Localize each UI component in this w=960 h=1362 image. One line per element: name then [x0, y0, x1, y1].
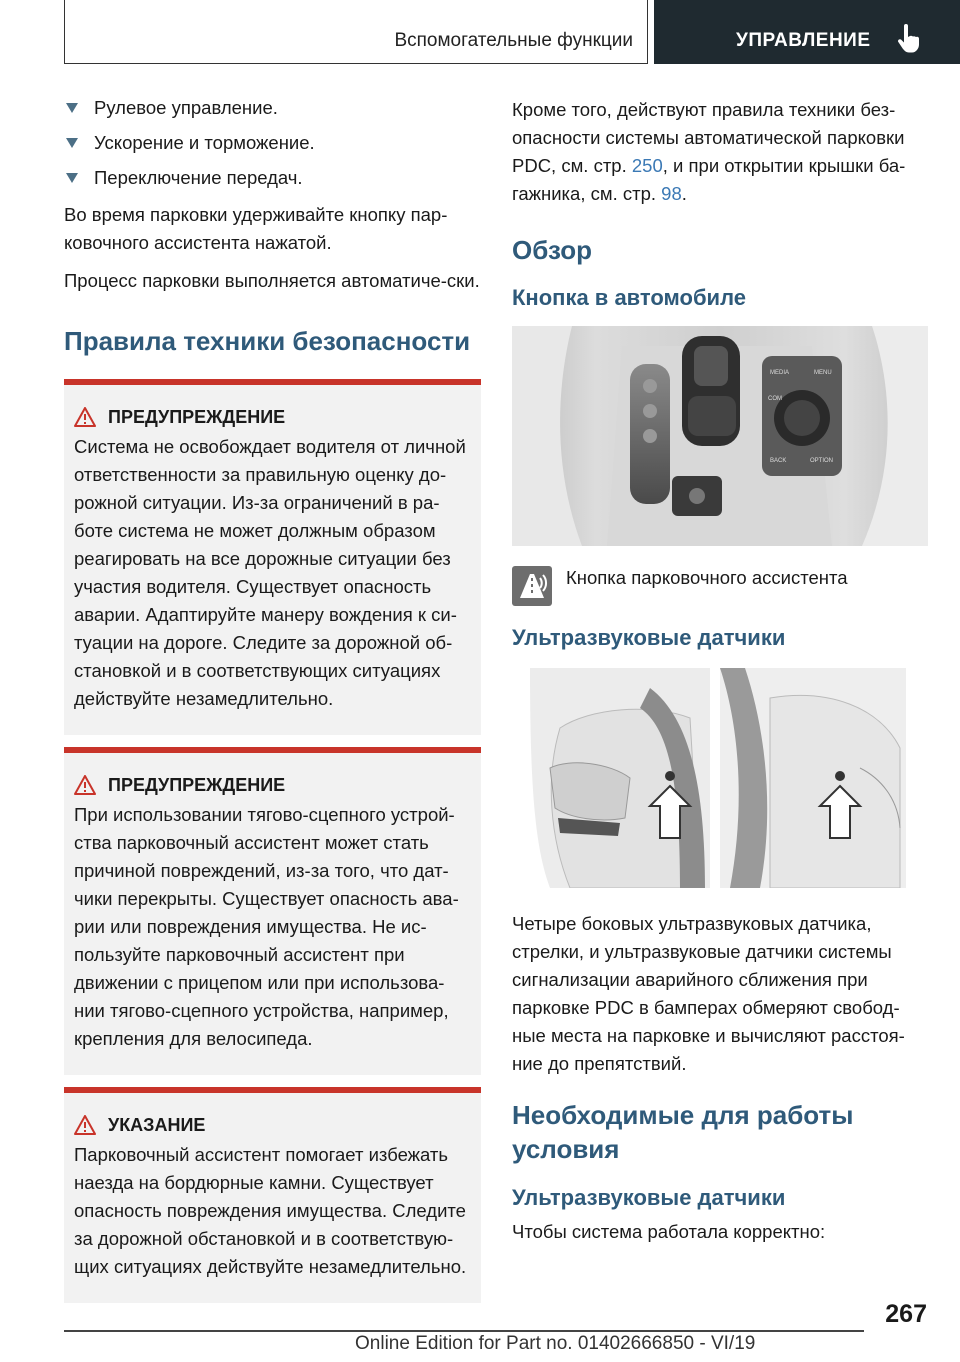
parking-assistant-button-icon: [512, 566, 552, 606]
header-section-box: [64, 0, 648, 64]
paragraph-auto-parking: Процесс парковки выполняется автоматиче-ски.: [64, 270, 480, 291]
paragraph-safety-reference: Кроме того, действуют правила техники без-опасности системы автоматической парковки PDC, см. стр. 250, и при открытии крышки ба-гажника, см. стр. 98.: [512, 99, 906, 204]
warning-title: ПРЕДУПРЕЖДЕНИЕ: [108, 407, 286, 427]
console-label-option: OPTION: [810, 458, 834, 464]
warning-title: ПРЕДУПРЕЖДЕНИЕ: [108, 775, 286, 795]
heading-overview: Обзор: [512, 235, 592, 265]
triangle-bullet-icon: [66, 173, 78, 183]
warning-triangle-icon: [74, 775, 96, 795]
pointing-hand-icon: [897, 24, 923, 54]
heading-button-in-car: Кнопка в автомобиле: [512, 285, 746, 310]
button-caption-text: Кнопка парковочного ассистента: [566, 567, 848, 588]
center-console-illustration: [512, 326, 928, 546]
button-caption-row: [512, 564, 928, 624]
list-item: Ускорение и торможение.: [64, 131, 481, 154]
footer-edition: Online Edition for Part no. 01402666850 - VI/19: [355, 1333, 756, 1354]
list-item: Рулевое управление.: [64, 96, 481, 119]
warning-triangle-icon: [74, 407, 96, 427]
console-label-com: COM: [768, 396, 782, 402]
page-link-98[interactable]: 98: [661, 183, 682, 204]
header-chapter-box: [654, 0, 960, 64]
warning-text: Система не освобождает водителя от личной ответственности за правильную оценку до-рожной ситуации. Из-за ограничений в ра-боте система не может должным образом реагировать на все дорожные ситуации без участия водителя. Существует опасность аварии. Адаптируйте манеру вождения к си-туации на дороге. Следите за дорожной об-становкой и в соответствующих ситуациях действуйте незамедлительно.: [74, 436, 466, 709]
heading-ultrasonic-sensors: Ультразвуковые датчики: [512, 625, 786, 650]
footer-divider: [64, 1330, 864, 1332]
right-column: [512, 96, 928, 1256]
sensors-photo: [530, 668, 906, 888]
page-number: 267: [885, 1300, 927, 1328]
console-label-menu: MENU: [814, 370, 832, 376]
paragraph-conditions: Чтобы система работала корректно:: [512, 1221, 826, 1242]
notice-title: УКАЗАНИЕ: [108, 1115, 206, 1135]
left-column: [64, 96, 481, 1303]
warning-box-1: [64, 379, 481, 735]
heading-conditions: Необходимые для работы условия: [512, 1100, 854, 1164]
bumper-sensors-illustration: [530, 668, 906, 888]
list-item: Переключение передач.: [64, 166, 481, 189]
page-link-250[interactable]: 250: [631, 155, 663, 176]
console-label-media: MEDIA: [770, 370, 790, 376]
paragraph-sensors: Четыре боковых ультразвуковых датчика, стрелки, и ультразвуковые датчики системы сигнализации аварийного сближения при парковке PDC в бамперах обмеряют свобод-ные места на парковке и вычисляют расстоя-ние до препятствий.: [512, 913, 905, 1074]
console-photo: [512, 326, 928, 546]
warning-box-2: [64, 747, 481, 1075]
triangle-bullet-icon: [66, 103, 78, 113]
warning-triangle-icon: [74, 1115, 96, 1135]
header-chapter-label: УПРАВЛЕНИЕ: [736, 30, 871, 51]
warning-text: При использовании тягово-сцепного устрой-ства парковочный ассистент может стать причиной повреждений, из-за того, что дат-чики перекрыты. Существует опасность ава-рии или повреждения имущества. Не ис-пользуйте парковочный ассистент при движении с прицепом или при использова-нии тягово-сцепного устройства, например, крепления для велосипеда.: [74, 804, 459, 1049]
triangle-bullet-icon: [66, 138, 78, 148]
notice-text: Парковочный ассистент помогает избежать наезда на бордюрные камни. Существует опасность повреждения имущества. Следите за дорожной обстановкой и в соответствую-щих ситуациях действуйте незамедлительно.: [74, 1144, 467, 1277]
heading-ultrasonic-sensors-2: Ультразвуковые датчики: [512, 1185, 786, 1210]
header-section-label: Вспомогательные функции: [394, 30, 633, 51]
console-label-back: BACK: [770, 458, 787, 464]
paragraph-hold-button: Во время парковки удерживайте кнопку пар-ковочного ассистента нажатой.: [64, 204, 448, 253]
notice-box: [64, 1087, 481, 1303]
heading-safety: Правила техники безопасности: [64, 326, 471, 356]
